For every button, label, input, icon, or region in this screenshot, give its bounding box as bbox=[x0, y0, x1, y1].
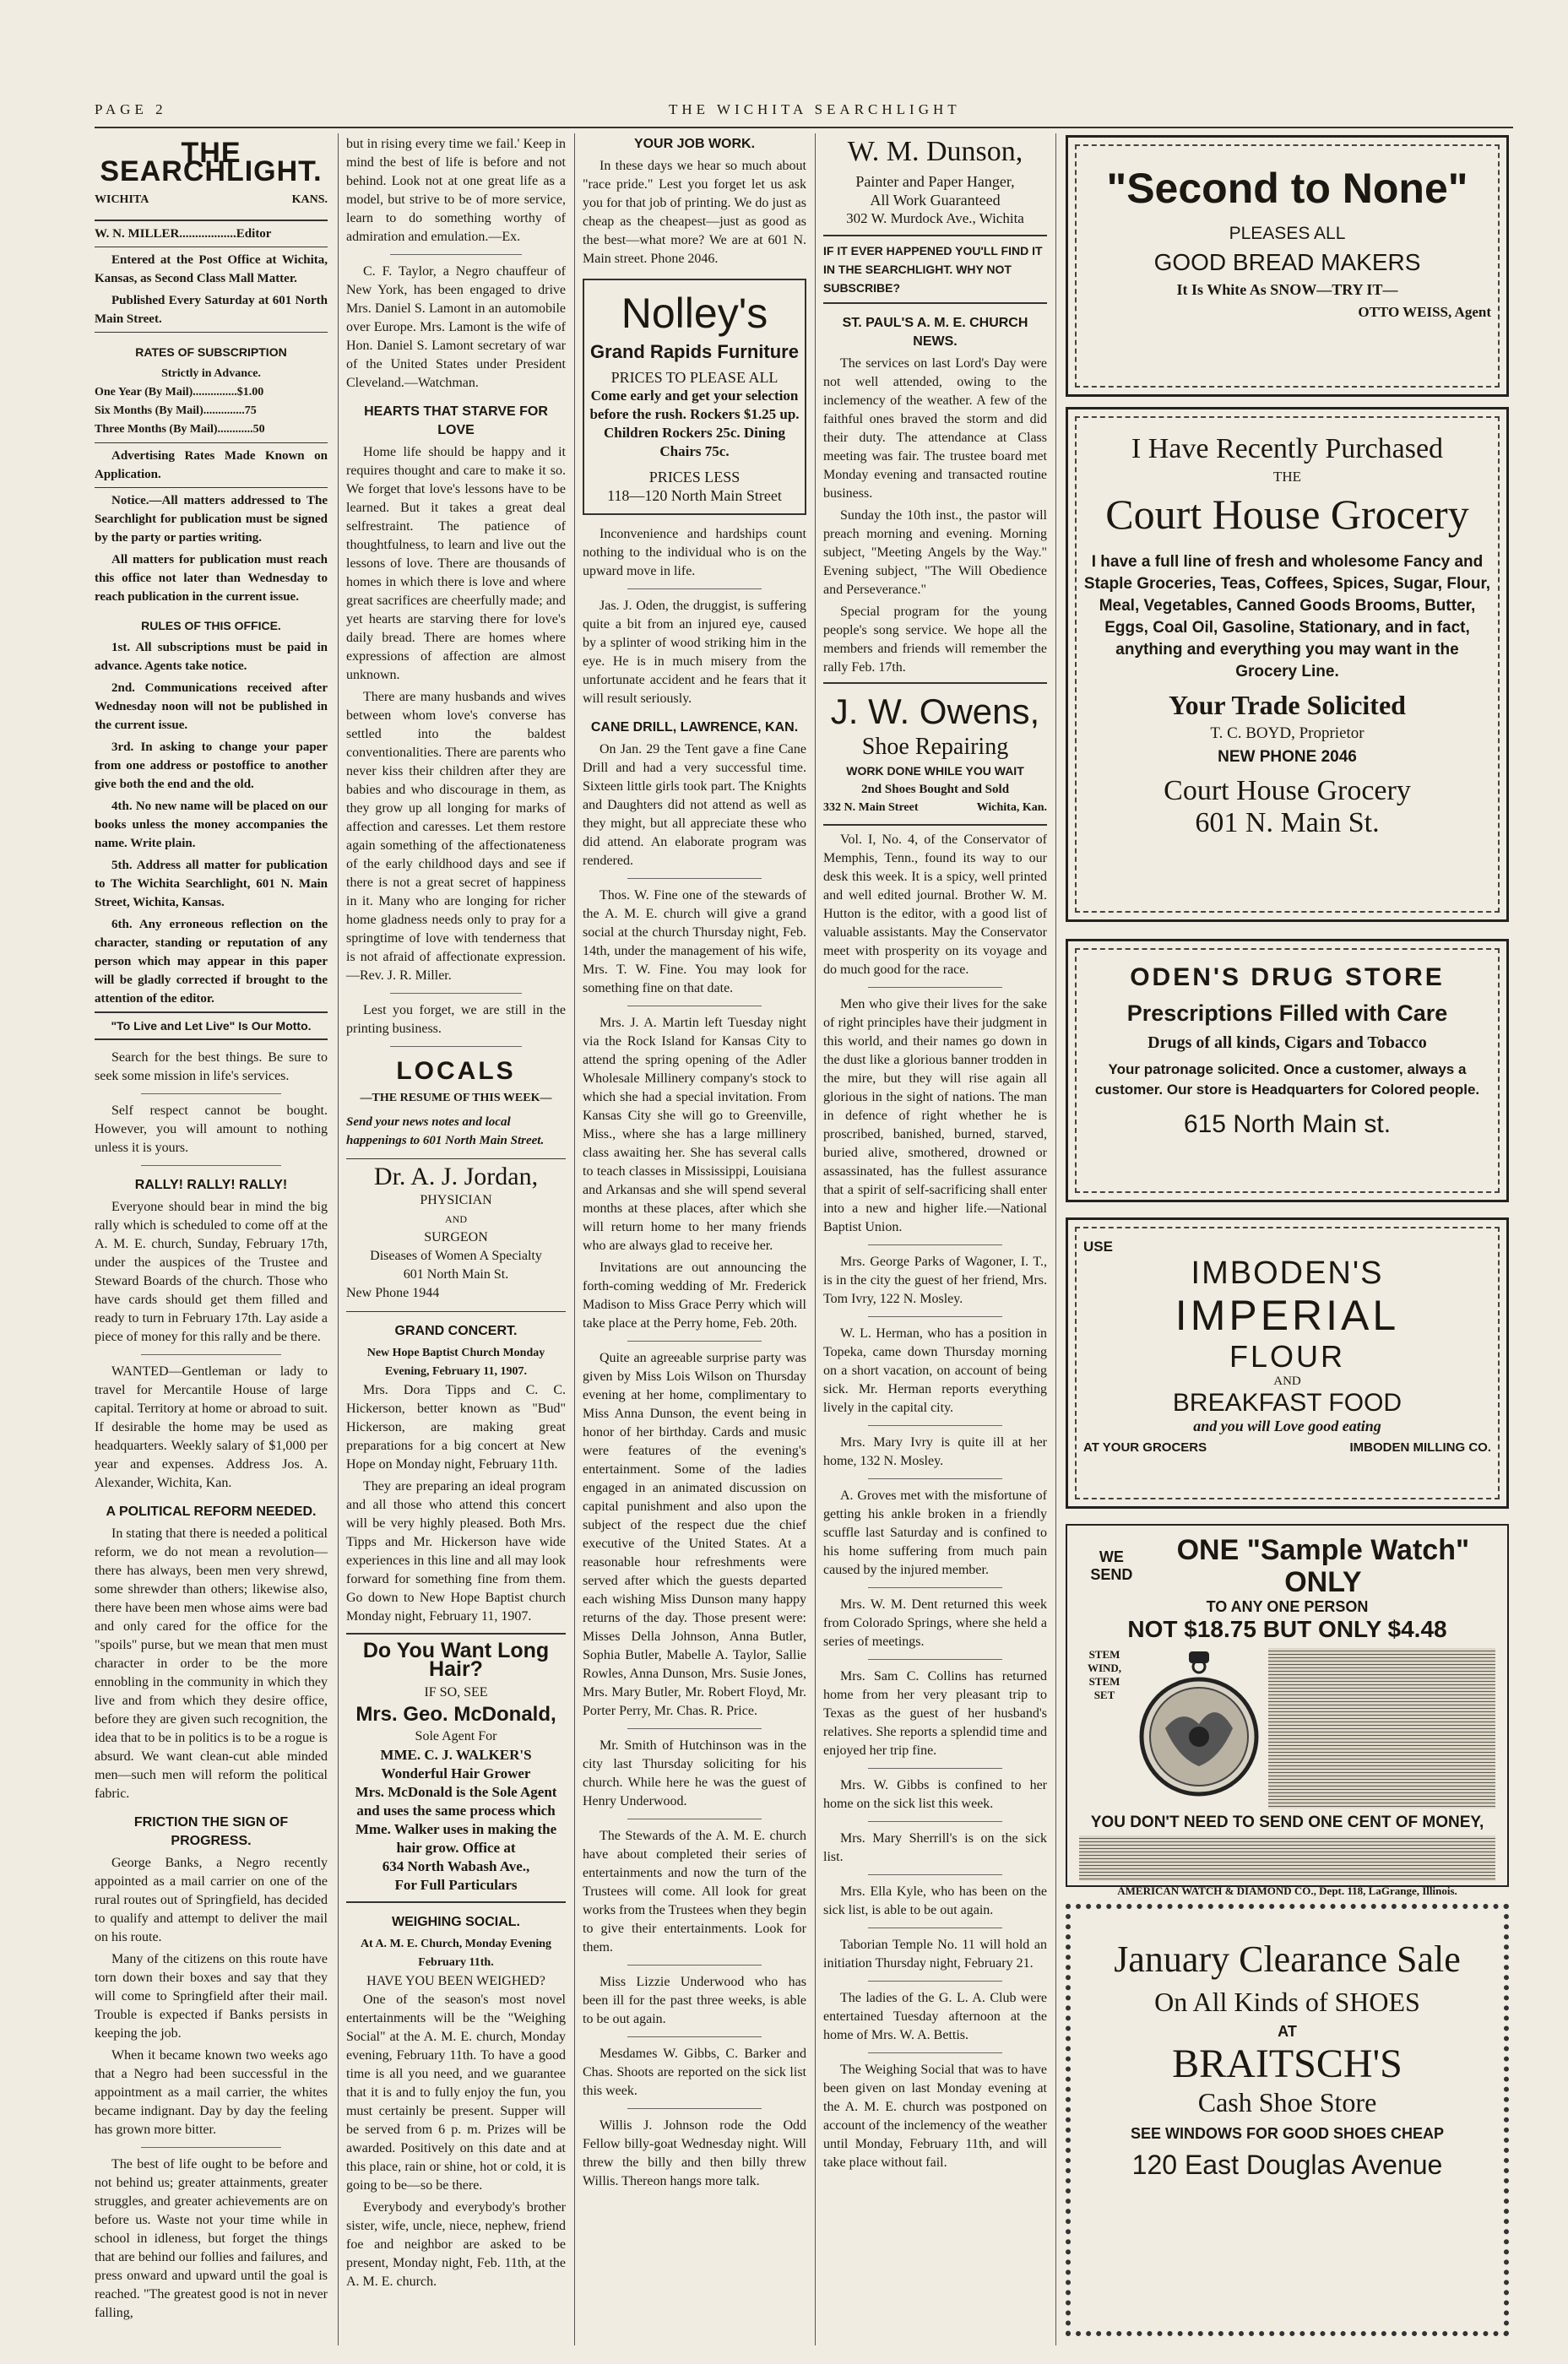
column-rule bbox=[815, 133, 816, 2345]
fine-text: Thos. W. Fine one of the stewards of the A. M. E. church will give a grand social at the church Thursday night, Feb. 14th, under the management of his wife, Mrs. T. W. Fine. You may look for something fine on that date. bbox=[583, 888, 806, 995]
gla-text: The ladies of the G. L. A. Club were entertained Tuesday afternoon at the home of Mrs. W. A. Bettis. bbox=[823, 1991, 1047, 2042]
collins-text: Mrs. Sam C. Collins has returned home from her very pleasant trip to Texas as the guest of her husband's relatives. She reports a splendid time and enjoyed her trip fine. bbox=[823, 1669, 1047, 1758]
inconvenience-text: Inconvenience and hardships count nothing to the individual who is on the upward move in life. bbox=[583, 527, 806, 578]
masthead-city: WICHITA KANS. bbox=[95, 193, 328, 206]
groves-text: A. Groves met with the misfortune of getting his ankle broken in a friendly scuffle last Saturday and is confined to his home suffering from much pain caused by the injured member. bbox=[823, 1488, 1047, 1577]
lest-text: Lest you forget, we are still in the printing business. bbox=[346, 1003, 566, 1036]
stpaul-heading: ST. PAUL'S A. M. E. CHURCH NEWS. bbox=[842, 316, 1028, 349]
concert-text: Mrs. Dora Tipps and C. C. Hickerson, better known as "Bud" Hickerson, are making great preparations for a big concert at New Hope on Monday night, February 11th. bbox=[346, 1383, 566, 1472]
entry-notice: Entered at the Post Office at Wichita, Kansas, as Second Class Mall Matter. bbox=[95, 253, 328, 285]
sherrill-text: Mrs. Mary Sherrill's is on the sick list. bbox=[823, 1831, 1047, 1864]
job-heading: YOUR JOB WORK. bbox=[633, 137, 756, 151]
paper-name: THE WICHITA SEARCHLIGHT bbox=[669, 101, 961, 117]
rules-heading: RULES OF THIS OFFICE. bbox=[141, 619, 281, 632]
invites-text: Invitations are out announcing the forth-coming wedding of Mr. Frederick Madison to Miss Grace Perry which will take place at the Perry home, Feb. 20th. bbox=[583, 1261, 806, 1331]
column-4 bbox=[823, 135, 1047, 2343]
article-search: Search for the best things. Be sure to seek some mission in life's services. bbox=[95, 1050, 328, 1083]
lizzie-text: Miss Lizzie Underwood who has been ill for the past three weeks, is able to be out again. bbox=[583, 1975, 806, 2026]
locals-heading: LOCALS bbox=[396, 1057, 516, 1085]
second-to-none-ad: "Second to None" PLEASES ALL GOOD BREAD MAKERS It Is White As SNOW—TRY IT— OTTO WEISS, Agent bbox=[1066, 135, 1509, 397]
hearts-text: There are many husbands and wives between whom love's converse has settled into the baldest conventionalities. There are parents who never kiss their children after they are babies and who discourage in them, as they grow up all longing for marks of affection and caresses. Let them restore again something of the affectionateness of the early childhood days and see if there is not a great secret of happiness in it. Many who are longing for richer home gladness needs only to pray for a springtime of love with tenderness that is not afraid of affectionate expression.—Rev. J. R. Miller. bbox=[346, 690, 566, 983]
stpaul-text: The services on last Lord's Day were not well attended, owing to the inclemency of the weather. A few of the faithful ones braved the storm and did their duty. The attendance at Class meeting was fair. The trustee board met Monday evening and transacted routine business. bbox=[823, 356, 1047, 501]
dent-text: Mrs. W. M. Dent returned this week from Colorado Springs, where she held a series of meetings. bbox=[823, 1597, 1047, 1649]
stewards-text: The Stewards of the A. M. E. church have about completed their series of entertainments and now the turn of the Trustees will come. All look for great works from the Trustees when they begin to give their entertainments. Look for them. bbox=[583, 1829, 806, 1955]
editor-line: W. N. MILLER..................Editor bbox=[95, 227, 272, 241]
men-text: Men who give their lives for the sake of right principles have their judgment in this world, and their names go down in the dust like a glorious banner trodden in the mire, but they will rise again all glorious in the sight of nations. The man in defence of right whether he is proscribed, banished, burned, starved, buried alive, smothered, drowned or assassinated, has the fullest assurance that a spirit of self-sacrificing shall enter into a new and higher life.—National Baptist Union. bbox=[823, 997, 1047, 1234]
column-1 bbox=[95, 135, 328, 2343]
tabor-text: Taborian Temple No. 11 will hold an initiation Thursday night, February 21. bbox=[823, 1938, 1047, 1971]
published-notice: Published Every Saturday at 601 North Main Street. bbox=[95, 294, 328, 326]
friction-text: George Banks, a Negro recently appointed as a mail carrier on one of the rural routes out of Springfield, has decided to qualify and attempt to deliver the mail on his route. bbox=[95, 1856, 328, 1944]
cane-heading: CANE DRILL, LAWRENCE, KAN. bbox=[590, 720, 799, 735]
article-self-respect: Self respect cannot be bought. However, you will amount to nothing unless it is yours. bbox=[95, 1103, 328, 1155]
concert-heading: GRAND CONCERT. bbox=[394, 1324, 518, 1338]
weigh-heading: WEIGHING SOCIAL. bbox=[392, 1915, 520, 1929]
pocket-watch-icon bbox=[1140, 1648, 1258, 1808]
surprise-text: Quite an agreeable surprise party was given by Miss Lois Wilson on Thursday evening at her home, complimentary to Miss Anna Dunson, the event being in honor of her birthday. Cards and music were features of the evening's entertainment. Some of the ladies engaged in an animated discussion on capital punishment and also upon the subject of the respect due the chief executive of the United States. At a reasonable hour refreshments were served after which the guests departed each wishing Miss Dunson many happy returns of the day. Those present were: Misses Della Johnson, Anna Butler, Sophia Butler, Mabelle A. Taylor, Sallie Rowles, Anna Dunson, Mrs. Susie Jones, Mrs. Mary Butler, Mr. Robert Floyd, Mr. Porter Perry, Mr. Chas. R. Price. bbox=[583, 1351, 806, 1718]
weighing-postponed-text: The Weighing Social that was to have been given on last Monday evening at the A. M. E. church was postponed on account of the inclemency of the weather until Monday, February 11th, and will take place without fail. bbox=[823, 2063, 1047, 2170]
dunson-ad: W. M. Dunson, Painter and Paper Hanger, All Work Guaranteed 302 W. Murdock Ave., Wichita bbox=[846, 136, 1024, 226]
imboden-flour-ad: USE IMBODEN'S IMPERIAL FLOUR AND BREAKFAST FOOD and you will Love good eating AT YOUR GROCERS IMBODEN MILLING CO. bbox=[1066, 1217, 1509, 1509]
job-text: In these days we hear so much about "race pride." Lest you forget let us ask you for that job of printing. We do just as cheap as the cheapest—just as good as the best—what more? We are at 601 N. Main street. Phone 2046. bbox=[583, 159, 806, 266]
weigh-text: Everybody and everybody's brother sister, wife, uncle, niece, nephew, friend foe and neighbor are asked to be present, Monday night, Feb. 11th, at the A. M. E. church. bbox=[346, 2200, 566, 2289]
oden-drug-store-ad: ODEN'S DRUG STORE Prescriptions Filled with Care Drugs of all kinds, Cigars and Tobacco Your patronage solicited. Once a customer, always a customer. Our store is Headquarters for Colored people. 615 North Main st. bbox=[1066, 939, 1509, 1202]
friction-text: Many of the citizens on this route have torn down their boxes and say that they will come to Springfield after their mail. Trouble is expected if Banks persists in keeping the job. bbox=[95, 1952, 328, 2041]
advertising-notice: Advertising Rates Made Known on Application. bbox=[95, 449, 328, 481]
send-news-notice: Send your news notes and local happenings to 601 North Main Street. bbox=[346, 1115, 545, 1147]
page-label: PAGE 2 bbox=[95, 101, 167, 117]
column-2 bbox=[346, 135, 566, 2343]
herman-text: W. L. Herman, who has a position in Topeka, came down Thursday morning on a short vacation, on account of being sick. Mr. Herman reports everything lively in the capital city. bbox=[823, 1326, 1047, 1415]
column-rule bbox=[338, 133, 339, 2345]
concert-subheading: New Hope Baptist Church Monday Evening, February 11, 1907. bbox=[366, 1347, 545, 1378]
rule-item: 4th. No new name will be placed on our books unless the money accompanies the name. Write plain. bbox=[95, 800, 328, 850]
hair-ad: Do You Want Long Hair? IF SO, SEE Mrs. Geo. McDonald, Sole Agent For MME. C. J. WALKER'S Wonderful Hair Grower Mrs. McDonald is the Sole Agent and uses the same process which Mme. Walker uses in making the hair grow. Office at 634 North Wabash Ave., For Full Particulars bbox=[355, 1639, 557, 1893]
rule-item: 1st. All subscriptions must be paid in advance. Agents take notice. bbox=[95, 641, 328, 673]
rates-list: One Year (By Mail)...............$1.00 Six Months (By Mail)..............75 Three Months (By Mail)............50 bbox=[95, 386, 265, 436]
oden-text: Jas. J. Oden, the druggist, is suffering quite a bit from an injured eye, caused by a splinter of wood striking him in the eye. He is in much misery from the unfortunate accident and he fears that it will result seriously. bbox=[583, 599, 806, 706]
hearts-heading: HEARTS THAT STARVE FOR LOVE bbox=[364, 404, 548, 437]
column-rule bbox=[574, 133, 575, 2345]
fine-print-block bbox=[1268, 1648, 1495, 1808]
article-rising: but in rising every time we fail.' Keep in mind the best of life is before and not behind. Look not at one great life as a model, but strive to be of more service, learn to do something worthy of admiration and emulation.—Ex. bbox=[346, 137, 566, 244]
court-house-grocery-ad: I Have Recently Purchased THE Court House Grocery I have a full line of fresh and wholesome Fancy and Staple Groceries, Teas, Coffees, Spices, Sugar, Flour, Meal, Vegetables, Canned Goods Brooms, Butter, Eggs, Coal Oil, Gasoline, Stationary, and in fact, anything and everything you may want in the Grocery Line. Your Trade Solicited T. C. BOYD, Proprietor NEW PHONE 2046 Court House Grocery 601 N. Main St. bbox=[1066, 407, 1509, 922]
conservator-text: Vol. I, No. 4, of the Conservator of Memphis, Tenn., found its way to our desk this week. It is a spicy, well printed and well edited journal. Brother W. M. Hutton is the editor, with a good list of valuable assistants. May the Conservator meet with prosperity on its voyage and do much good for the race. bbox=[823, 832, 1047, 977]
fine-print-block bbox=[1079, 1835, 1495, 1881]
weigh-subheading: At A. M. E. Church, Monday Evening February 11th. bbox=[360, 1938, 552, 1969]
jordan-ad: Dr. A. J. Jordan, PHYSICIAN AND SURGEON Diseases of Women A Specialty 601 North Main St. New Phone 1944 bbox=[346, 1163, 542, 1300]
cane-text: On Jan. 29 the Tent gave a fine Cane Drill and had a very successful time. Sixteen little girls took part. The Knights and Daughters did not attend as well as they might, but all appreciate these who did attend. An elaborate program was rendered. bbox=[583, 742, 806, 868]
braitsch-shoe-ad: January Clearance Sale On All Kinds of SHOES AT BRAITSCH'S Cash Shoe Store SEE WINDOWS FOR GOOD SHOES CHEAP 120 East Douglas Avenue bbox=[1066, 1904, 1509, 2336]
concert-text: They are preparing an ideal program and all those who attend this concert will be very highly pleased. Both Mrs. Tipps and Mr. Hickerson have wide experiences in this line and all may look forward for something fine from them. Go down to New Hope Baptist church Monday night, February 11, 1907. bbox=[346, 1479, 566, 1624]
notice-text: Notice.—All matters addressed to The Searchlight for publication must be signed by the party or parties writing. bbox=[95, 494, 328, 545]
smith-text: Mr. Smith of Hutchinson was in the city last Thursday soliciting for his church. While here he was the guest of Henry Underwood. bbox=[583, 1738, 806, 1808]
reform-heading: A POLITICAL REFORM NEEDED. bbox=[106, 1505, 317, 1519]
ivry-text: Mrs. Mary Ivry is quite ill at her home, 132 N. Mosley. bbox=[823, 1435, 1047, 1468]
rule-item: 3rd. In asking to change your paper from one address or postoffice to another give both the end and the old. bbox=[95, 740, 328, 791]
hearts-text: Home life should be happy and it requires thought and care to make it so. We forget that love's lessons have to be learned. But it takes a great deal selfrestraint. The patience of thoughtfulness, to learn and live out the lessons of love. There are thousands of homes in which there is love and where great sacrifices are cheerfully made; and yet hearts are starving there for love's daily bread. There are homes where expressions of affection are almost unknown. bbox=[346, 445, 566, 682]
rally-heading: RALLY! RALLY! RALLY! bbox=[134, 1178, 288, 1192]
all-matters-text: All matters for publication must reach this office not later than Wednesday to reach publication in the current issue. bbox=[95, 553, 328, 604]
motto: "To Live and Let Live" Is Our Motto. bbox=[111, 1019, 312, 1033]
reform-text: In stating that there is needed a political reform, we do not mean a revolution—there has always, been men very shrewd, some shrewder than others; likewise also, there have been men whose aims were bad and only cared for the office for the "spoils" purse, but we mean that men must character in order to be the more ennobling in the community in which they live and from which they desire office, before they are given such recognition, the idea that to be in politics is to be a rogue is absurd. We want clean-cut able minded men—such men will reform the political fabric. bbox=[95, 1526, 328, 1801]
rates-subheading: Strictly in Advance. bbox=[161, 367, 261, 380]
masthead-title: THE SEARCHLIGHT. bbox=[100, 137, 323, 187]
weigh-question: HAVE YOU BEEN WEIGHED? bbox=[366, 1974, 545, 1988]
page-header bbox=[95, 101, 1513, 125]
weigh-text: One of the season's most novel entertainments will be the "Weighing Social" at the A. M. E. church, Monday evening, February 11th. To have a good time is all you need, and we guarantee that it is and to fully enjoy the fun, you must certainly be present. Supper will be served from 6 p. m. Prizes will be awarded. Positively on this date and at this place, rain or shine, hot or cold, it is going to be—so be there. bbox=[346, 1993, 566, 2193]
stpaul-text: Sunday the 10th inst., the pastor will preach morning and evening. Morning subject, "Meeting Angels by the Way." Evening subject, "The Will Obedience and Perseverance." bbox=[823, 508, 1047, 597]
friction-text: When it became known two weeks ago that a Negro had been successful in the appointment as a mail carrier, the whites became indignant. Day by day the feeling has grown more bitter. bbox=[95, 2048, 328, 2137]
rule-item: 5th. Address all matter for publication to The Wichita Searchlight, 601 N. Main Street, Wichita, Kansas. bbox=[95, 859, 328, 909]
parks-text: Mrs. George Parks of Wagoner, I. T., is in the city the guest of her friend, Mrs. Tom Ivry, 122 N. Mosley. bbox=[823, 1255, 1047, 1306]
rule-item: 6th. Any erroneous reflection on the character, standing or reputation of any person which may appear in this paper will be gladly corrected if brought to the attention of the editor. bbox=[95, 918, 328, 1006]
subscribe-notice: IF IT EVER HAPPENED YOU'LL FIND IT IN THE SEARCHLIGHT. WHY NOT SUBSCRIBE? bbox=[823, 244, 1043, 295]
wgibbs-text: Mrs. W. Gibbs is confined to her home on the sick list this week. bbox=[823, 1778, 1047, 1811]
resume-heading: —THE RESUME OF THIS WEEK— bbox=[360, 1092, 552, 1104]
owens-ad: J. W. Owens, Shoe Repairing WORK DONE WHILE YOU WAIT 2nd Shoes Bought and Sold 332 N. Main Street Wichita, Kan. bbox=[823, 691, 1047, 814]
sample-watch-ad: WE SEND ONE "Sample Watch" ONLY TO ANY ONE PERSON NOT $18.75 BUT ONLY $4.48 STEM WIND, STEM SET YOU DON'T NEED TO SEND ONE CENT OF MONEY, AMERICAN WATCH & DIAMOND CO., Dept. 118, LaGrange, Illinois. bbox=[1066, 1524, 1509, 1887]
gibbs-text: Mesdames W. Gibbs, C. Barker and Chas. Shoots are reported on the sick list this week. bbox=[583, 2047, 806, 2098]
rates-heading: RATES OF SUBSCRIPTION bbox=[135, 345, 287, 359]
stpaul-text: Special program for the young people's song service. We hope all the members and friends will remember the rally Feb. 17th. bbox=[823, 605, 1047, 675]
martin-text: Mrs. J. A. Martin left Tuesday night via the Rock Island for Kansas City to attend the spring opening of the Adler Wholesale Millinery company's stock to which she had a special invitation. From Kansas City she will go to Greenville, Miss., where she has a large millinery class awaiting her. She has several calls to teach classes in Mississippi, Louisiana and Arkansas and she will spend several months at these places, after which she will return home to her many friends who are always glad to receive her. bbox=[583, 1016, 806, 1253]
kyle-text: Mrs. Ella Kyle, who has been on the sick list, is able to be out again. bbox=[823, 1884, 1047, 1917]
rule-item: 2nd. Communications received after Wednesday noon will not be published in the current issue. bbox=[95, 681, 328, 732]
header-rule bbox=[95, 127, 1513, 128]
friction-heading: FRICTION THE SIGN OF PROGRESS. bbox=[133, 1815, 289, 1848]
willis-text: Willis J. Johnson rode the Odd Fellow billy-goat Wednesday night. Will threw the billy and then billy threw Willis. Thereon hangs more talk. bbox=[583, 2118, 806, 2188]
column-3 bbox=[583, 135, 806, 2343]
column-rule bbox=[1055, 133, 1056, 2345]
rally-text: Everyone should bear in mind the big rally which is scheduled to come off at the A. M. E. church, Sunday, February 17th, under the auspices of the Trustee and Steward Boards of the church. Those who have cards should get them filled and ready to turn in February 17th. Lay aside a piece of money for this rally and be there. bbox=[95, 1200, 328, 1344]
wanted-text: WANTED—Gentleman or lady to travel for Mercantile House of large capital. Territory at home or abroad to suit. If desirable the home may be used as headquarters. Weekly salary of $1,000 per year and expenses. Address Jos. A. Alexander, Wichita, Kan. bbox=[95, 1364, 328, 1490]
nolley-ad: Nolley's Grand Rapids Furniture PRICES TO PLEASE ALL Come early and get your selection before the rush. Rockers $1.25 up. Children Rockers 25c. Dining Chairs 75c. PRICES LESS 118—120 North Main Street bbox=[583, 279, 806, 515]
article-best: The best of life ought to be before and not behind us; greater attainments, greater struggles, and greater achievements are on before us. Waste not your time while in school in idleness, but forget the things that are behind our follies and failures, and press onward and upward until the goal is reached. "The greatest good is not in never falling, bbox=[95, 2157, 328, 2320]
article-taylor: C. F. Taylor, a Negro chauffeur of New York, has been engaged to drive Mrs. Daniel S. Lamont in an automobile over Europe. Mrs. Lamont is the wife of Hon. Daniel S. Lamont secretary of war of the United States under President Cleveland.—Watchman. bbox=[346, 264, 566, 390]
